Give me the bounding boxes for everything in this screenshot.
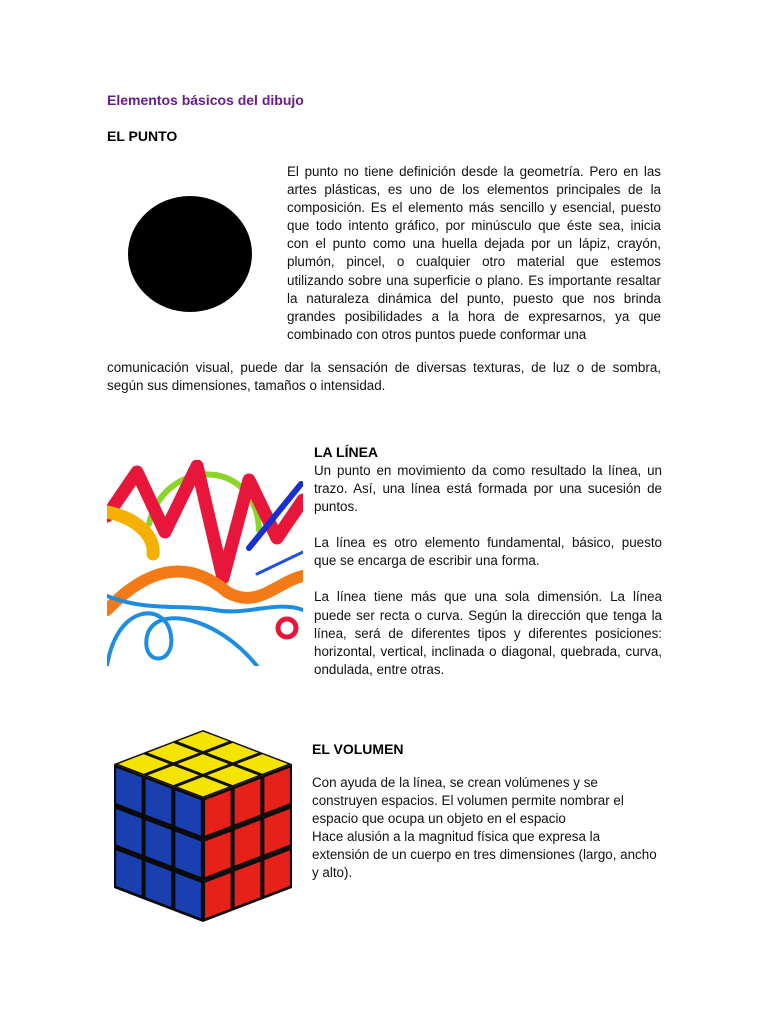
rubiks-cube-image — [112, 728, 294, 924]
black-circle-image — [127, 196, 255, 314]
volumen-paragraph-2: Hace alusión a la magnitud física que expresa la extensión de un cuerpo en tres dimensiones (largo, ancho y alto). — [312, 829, 657, 881]
section-heading-linea: LA LÍNEA — [314, 444, 379, 460]
dot-shape — [128, 196, 252, 312]
colorful-lines-image — [107, 460, 303, 666]
volumen-text — [312, 774, 661, 883]
yellow-curve — [107, 512, 153, 554]
linea-paragraph-2: La línea es otro elemento fundamental, básico, puesto que se encarga de escribir una forma. — [314, 535, 662, 569]
linea-text — [314, 462, 662, 679]
punto-paragraph-continued: comunicación visual, puede dar la sensación de diversas texturas, de luz o de sombra, según sus dimensiones, tamaños o intensidad. — [107, 360, 661, 394]
blue-thin-line — [257, 552, 303, 574]
linea-paragraph-1: Un punto en movimiento da como resultado la línea, un trazo. Así, una línea está formada por una sucesión de puntos. — [314, 463, 662, 515]
blue-loop — [107, 613, 257, 666]
document-title: Elementos básicos del dibujo — [107, 92, 304, 108]
red-ring — [278, 619, 296, 637]
punto-paragraph: El punto no tiene definición desde la geometría. Pero en las artes plásticas, es uno de los elementos principales de la composición. Es el elemento más sencillo y esencial, puesto que todo intento gráfico, por minúsculo que éste sea, inicia con el punto como una huella dejada por un lápiz, crayón, plumón, pincel, o cualquier otro material que estemos utilizando sobre una superficie o plano. Es importante resaltar la naturaleza dinámica del punto, puesto que nos brinda grandes posibilidades a la hora de expresarnos, ya que combinado con otros puntos puede conformar una — [287, 164, 661, 342]
blue-wave-upper — [107, 596, 303, 611]
section-heading-volumen: EL VOLUMEN — [312, 741, 404, 757]
section-heading-punto: EL PUNTO — [107, 128, 178, 144]
linea-paragraph-3: La línea tiene más que una sola dimensión. La línea puede ser recta o curva. Según la dirección que tenga la línea, será de diferentes tipos y diferentes posiciones: horizontal, vertical, inclinada o diagonal, quebrada, curva, ondulada, entre otras. — [314, 589, 662, 677]
volumen-paragraph-1: Con ayuda de la línea, se crean volúmenes y se construyen espacios. El volumen permite nombrar el espacio que ocupa un objeto en el espacio — [312, 775, 624, 827]
